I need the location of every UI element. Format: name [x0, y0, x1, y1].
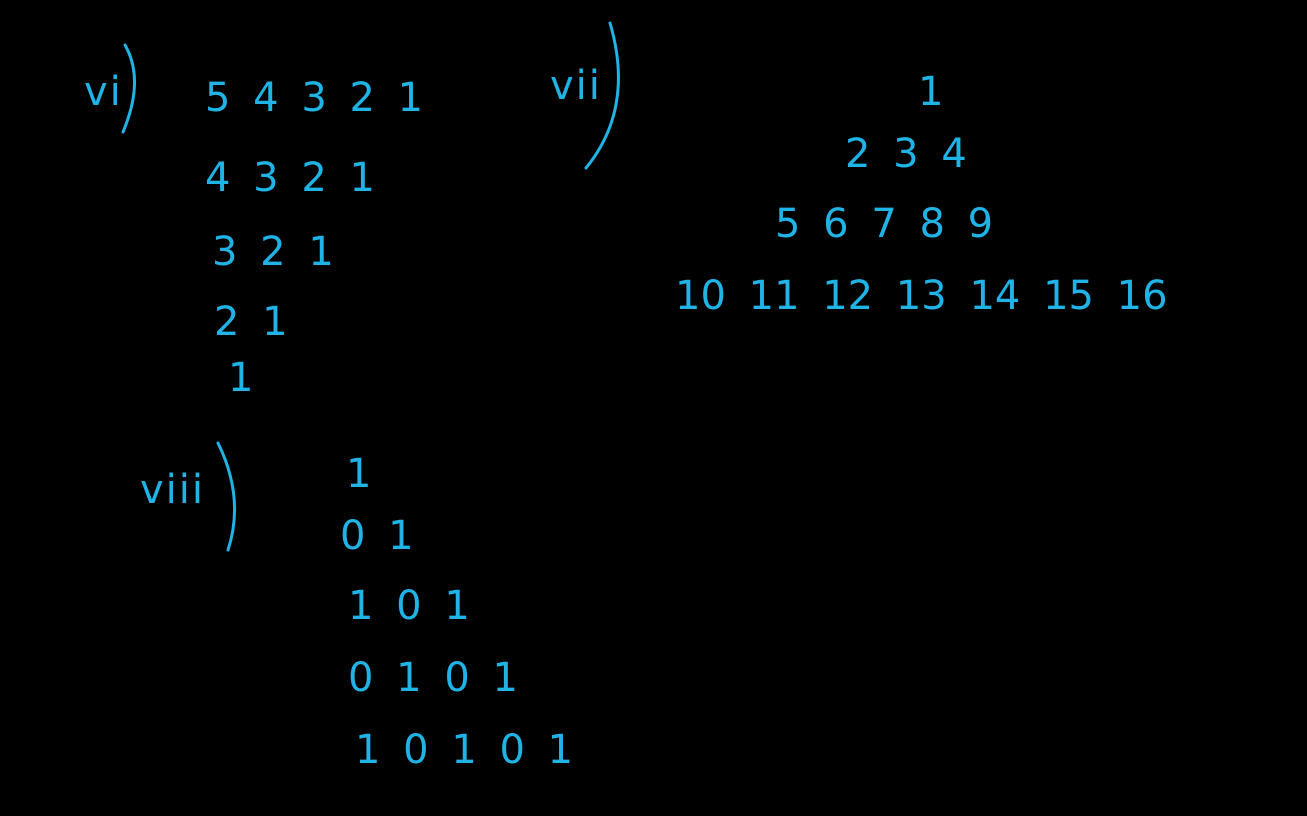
pattern-row: 5 4 3 2 1 — [205, 75, 424, 121]
pattern-row: 1 0 1 0 1 — [355, 727, 574, 773]
section-vii-paren — [580, 18, 640, 178]
section-vi-label: vi — [84, 69, 123, 115]
section-vii-label: vii — [550, 63, 602, 109]
pattern-row: 1 0 1 — [348, 583, 470, 629]
pattern-row: 4 3 2 1 — [205, 155, 375, 201]
pattern-row: 10 11 12 13 14 15 16 — [675, 273, 1168, 319]
pattern-row: 3 2 1 — [212, 229, 334, 275]
pattern-row: 1 — [228, 355, 254, 401]
pattern-row: 1 — [346, 451, 372, 497]
section-viii-paren — [210, 438, 250, 558]
section-viii-label: viii — [140, 467, 206, 513]
pattern-row: 5 6 7 8 9 — [775, 201, 994, 247]
pattern-row: 2 1 — [214, 299, 288, 345]
pattern-row: 2 3 4 — [845, 131, 967, 177]
pattern-row: 0 1 — [340, 513, 414, 559]
section-vi-paren — [115, 40, 155, 140]
pattern-row: 1 — [918, 69, 944, 115]
pattern-row: 0 1 0 1 — [348, 655, 518, 701]
